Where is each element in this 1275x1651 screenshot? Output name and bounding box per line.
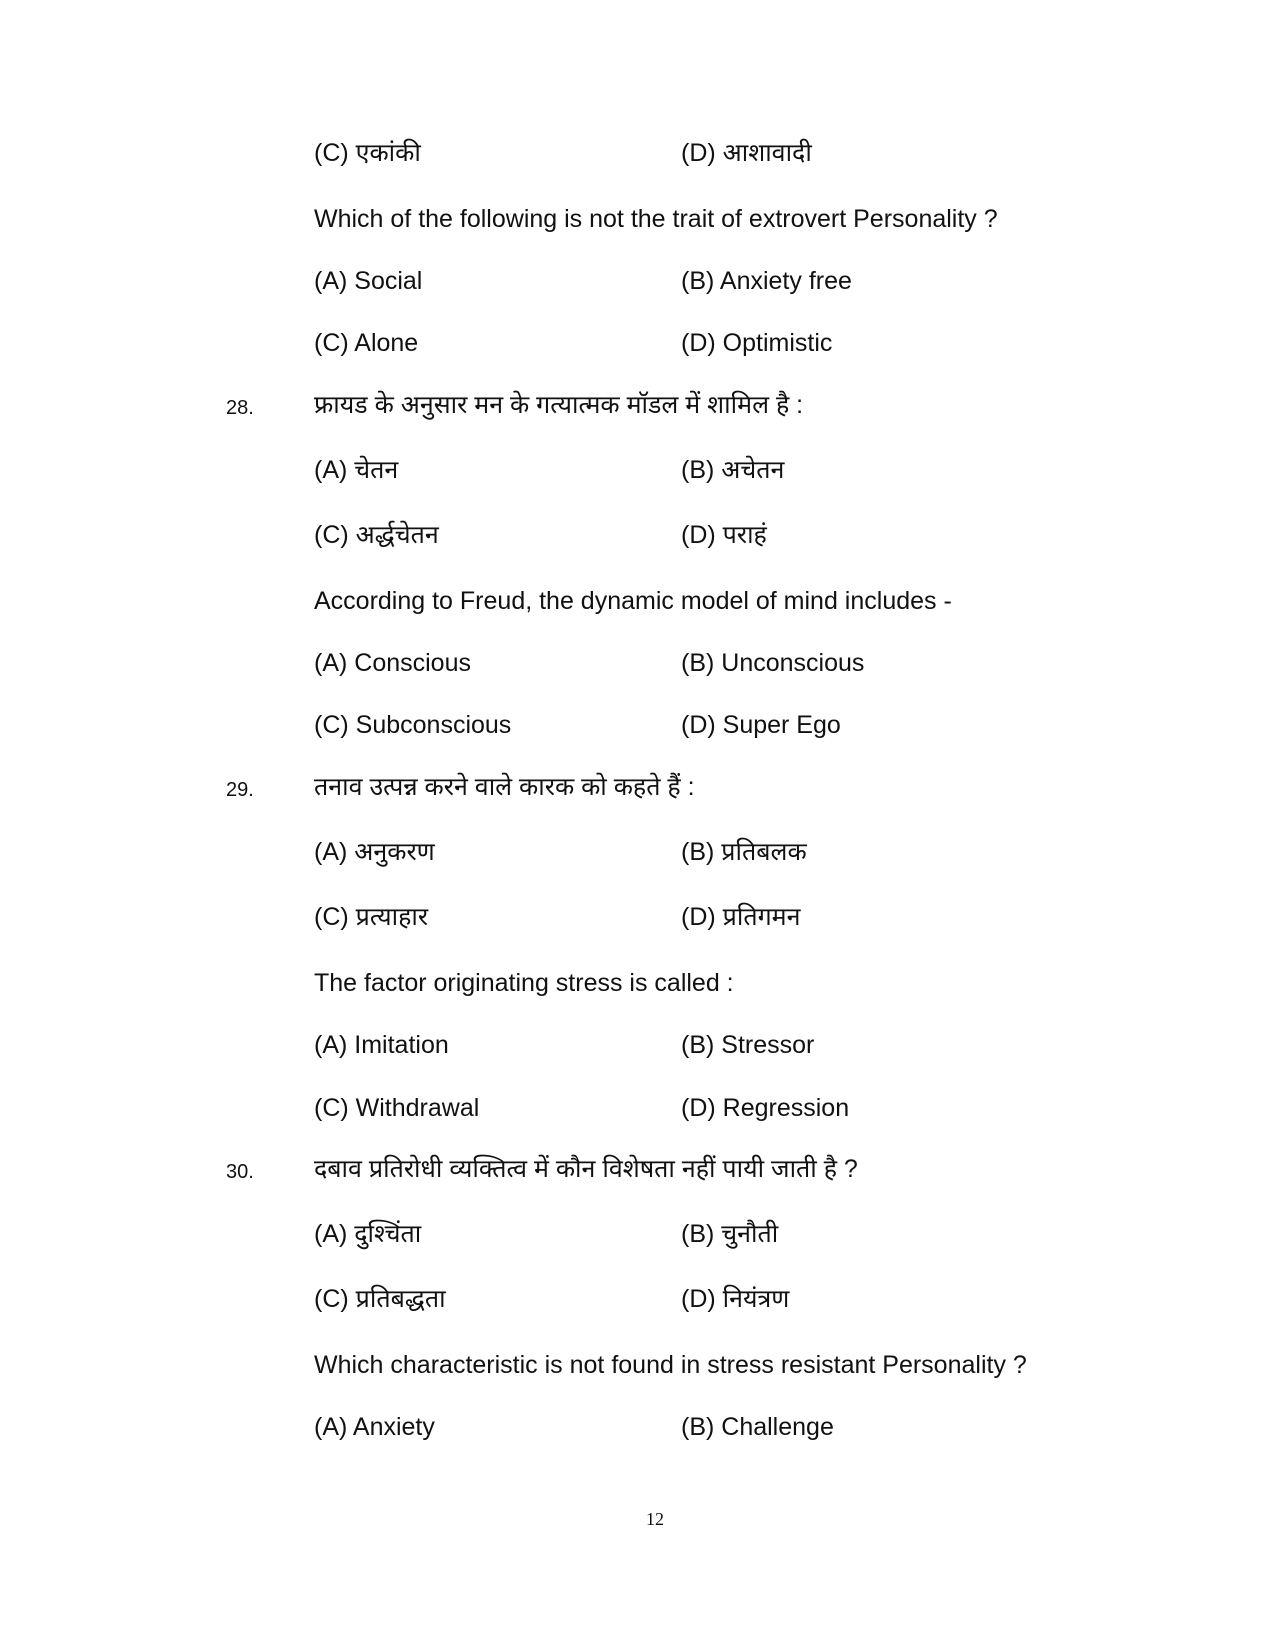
option-a-english: (A) Social <box>314 267 423 295</box>
option-b-hindi: (B) प्रतिबलक <box>681 838 807 866</box>
question-text-hindi: दबाव प्रतिरोधी व्यक्तित्व में कौन विशेषता नहीं पायी जाती है ? <box>314 1155 858 1183</box>
option-c-hindi: (C) अर्द्धचेतन <box>314 521 439 549</box>
option-b-english: (B) Anxiety free <box>681 267 852 295</box>
page-number: 12 <box>646 1509 664 1529</box>
option-a-hindi: (A) दुश्चिंता <box>314 1220 422 1248</box>
question-text-hindi: तनाव उत्पन्न करने वाले कारक को कहते हैं : <box>314 773 695 801</box>
option-a-hindi: (A) चेतन <box>314 456 399 484</box>
option-d-english: (D) Super Ego <box>681 711 841 739</box>
option-d-english: (D) Regression <box>681 1094 850 1122</box>
option-c-hindi: (C) एकांकी <box>314 139 421 167</box>
question-text-english: The factor originating stress is called : <box>314 969 734 997</box>
option-d-english: (D) Optimistic <box>681 329 833 357</box>
option-a-english: (A) Conscious <box>314 649 471 677</box>
option-a-hindi: (A) अनुकरण <box>314 838 435 866</box>
option-b-english: (B) Challenge <box>681 1413 834 1441</box>
option-a-english: (A) Anxiety <box>314 1413 435 1441</box>
option-a-english: (A) Imitation <box>314 1031 449 1059</box>
question-text-english: Which characteristic is not found in stress resistant Personality ? <box>314 1351 1027 1379</box>
question-number: 28. <box>226 397 254 419</box>
option-d-hindi: (D) आशावादी <box>681 139 812 167</box>
option-c-english: (C) Subconscious <box>314 711 512 739</box>
option-c-hindi: (C) प्रत्याहार <box>314 903 429 931</box>
option-c-english: (C) Withdrawal <box>314 1094 480 1122</box>
question-text-english: Which of the following is not the trait of extrovert Personality ? <box>314 205 998 233</box>
question-text-english: According to Freud, the dynamic model of mind includes - <box>314 587 952 615</box>
question-text-hindi: फ्रायड के अनुसार मन के गत्यात्मक मॉडल में शामिल है : <box>314 391 804 419</box>
option-b-hindi: (B) अचेतन <box>681 456 785 484</box>
option-d-hindi: (D) प्रतिगमन <box>681 903 801 931</box>
option-d-hindi: (D) नियंत्रण <box>681 1285 790 1313</box>
option-b-english: (B) Unconscious <box>681 649 865 677</box>
question-number: 30. <box>226 1161 254 1183</box>
question-number: 29. <box>226 779 254 801</box>
option-b-hindi: (B) चुनौती <box>681 1220 779 1248</box>
option-c-hindi: (C) प्रतिबद्धता <box>314 1285 446 1313</box>
option-c-english: (C) Alone <box>314 329 419 357</box>
option-b-english: (B) Stressor <box>681 1031 815 1059</box>
option-d-hindi: (D) पराहं <box>681 521 767 549</box>
